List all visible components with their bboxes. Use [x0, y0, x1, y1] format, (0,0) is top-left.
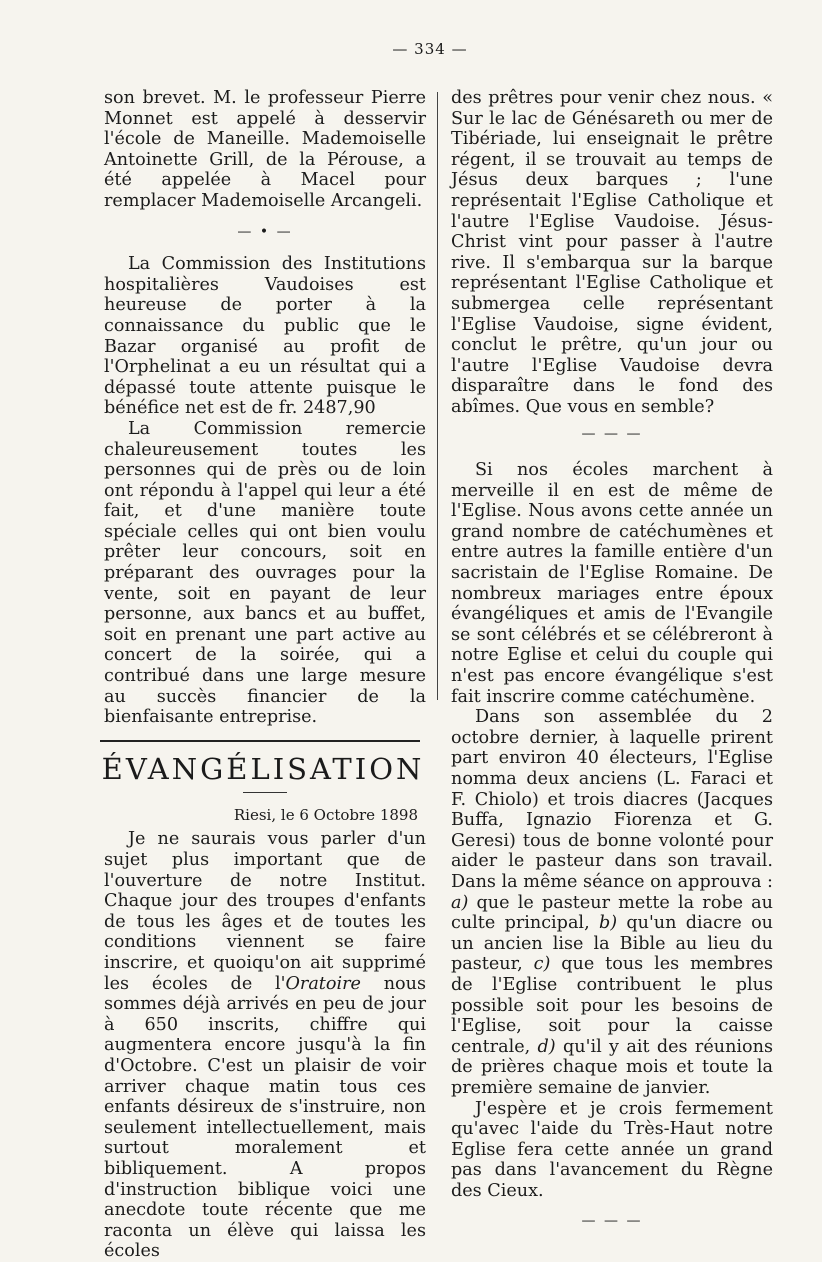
list-letter: b) — [598, 913, 618, 934]
text-run: qu'il y ait des réunions de prières chaque mois et toute la première semaine de janvier. — [451, 1036, 773, 1098]
paragraph-commission-remercie: La Commission remercie chaleureusement toutes les personnes qui de près ou de loin ont répondu à l'appel qui leur a été fait, et d'une manière toute spéciale celles qui ont bien voulu prêter leur concours, soit en préparant des ouvrages pour la vente, soit en payant de leur personne, aux bancs et au buffet, soit en prenant une part active au concert de la soirée, qui a contribué dans une large mesure au succès financier de la bienfaisante entreprise. — [104, 418, 426, 728]
paragraph-ecoles: Si nos écoles marchent à merveille il en est de même de l'Eglise. Nous avons cette année un grand nombre de catéchumènes et entre autres la famille entière d'un sacristain de l'Eglise Romaine. De nombreux mariages entre époux évangéliques et amis de l'Evangile se sont célébrés et se célébreront à notre Eglise et celui du couple qui n'est pas encore évangélique s'est fait inscrire comme catéchumène. — [451, 460, 773, 707]
column-rule — [437, 92, 438, 700]
text-run: que le pasteur mette la robe au culte principal, — [451, 892, 773, 934]
text-run: Dans son assemblée du 2 octobre dernier, à laquelle prirent part environ 40 électeurs, l'Eglise nomma deux anciens (L. Faraci et F. Chiolo) et trois diacres (Jacques Buffa, Ignazio Fiorenza et G. Geresi) tous de bonne volonté pour aider le pasteur dans son travail. Dans la même séance on approuva : — [451, 707, 773, 892]
paragraph-commission-bazar: La Commission des Institutions hospitalières Vaudoises est heureuse de porter à la connaissance du public que le Bazar organisé au profit de l'Orphelinat a eu un résultat qui a dépassé toute attente puisque le bénéfice net est de fr. 2487,90 — [104, 254, 426, 419]
right-column — [451, 88, 773, 1232]
paragraph-pretres: des prêtres pour venir chez nous. « Sur le lac de Génésareth ou mer de Tibériade, lui enseignait le prêtre régent, il se trouvait au temps de Jésus deux barques ; l'une représentait l'Eglise Catholique et l'autre l'Eglise Vaudoise. Jésus-Christ vint pour passer à l'autre rive. Il s'embarqua sur la barque représentant l'Eglise Catholique et submergea celle représentant l'Eglise Vaudoise, signe évident, conclut le prêtre, qu'un jour ou l'autre l'Eglise Vaudoise devra disparaître dans le fond des abîmes. Que vous en semble? — [451, 88, 773, 417]
paragraph-institut — [104, 829, 426, 1261]
paragraph-espere: J'espère et je crois fermement qu'avec l'aide du Très-Haut notre Eglise fera cette année un grand pas dans l'avancement du Règne des Cieux. — [451, 1098, 773, 1201]
title-dash — [243, 792, 287, 793]
paragraph-brevet: son brevet. M. le professeur Pierre Monnet est appelé à desservir l'école de Maneille. Mademoiselle Antoinette Grill, de la Pérouse, a été appelée à Macel pour remplacer Mademoiselle Arcangeli. — [104, 88, 426, 211]
text-run: Je ne saurais vous parler d'un sujet plus important que de l'ouverture de notre Institut. Chaque jour des troupes d'enfants de tous les âges et de toutes les conditions viennent se faire inscrire, et quoiqu'on ait supprimé les écoles de l' — [104, 829, 426, 994]
separator: — — — — [581, 425, 643, 442]
text-run: qu'un diacre ou un ancien lise la Bible au lieu du pasteur, — [451, 913, 773, 975]
section-title: ÉVANGÉLISATION — [101, 751, 425, 786]
page-number: — 334 — — [392, 40, 468, 58]
list-letter: d) — [537, 1036, 556, 1057]
dateline: Riesi, le 6 Octobre 1898 — [233, 805, 418, 824]
separator: — • — — [237, 223, 293, 240]
text-run: nous sommes déjà arrivés en peu de jour à 650 inscrits, chiffre qui augmentera encore jusqu'à la fin d'Octobre. C'est un plaisir de voir arriver chaque matin tous ces enfants désireux de s'instruire, non seulement intellectuellement, mais surtout moralement et bibliquement. A propos d'instruction biblique voici une anecdote toute récente que me raconta un élève qui laissa les écoles — [104, 973, 426, 1262]
list-letter: a) — [451, 892, 469, 913]
list-letter: c) — [533, 954, 551, 975]
text-run: que tous les membres de l'Eglise contribuent le plus possible soit pour les besoins de l'Eglise, soit pour la caisse centrale, — [451, 954, 773, 1057]
oratoire-italic: Oratoire — [285, 973, 361, 994]
section-rule — [100, 740, 420, 742]
left-column — [101, 88, 426, 1262]
end-mark: — — — — [581, 1213, 643, 1230]
paragraph-assemblee — [451, 707, 773, 1098]
